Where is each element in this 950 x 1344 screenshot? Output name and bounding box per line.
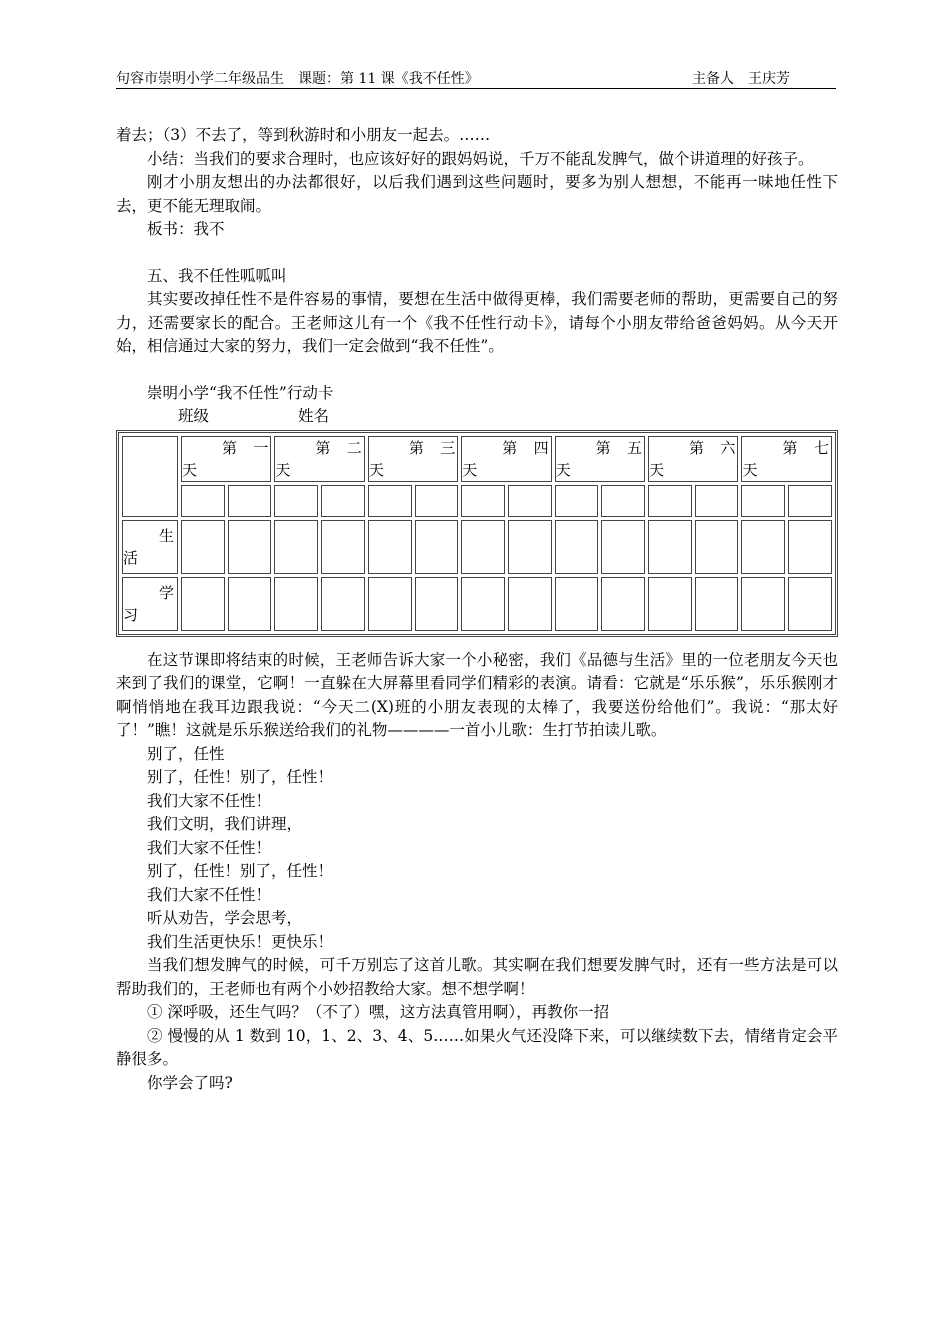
- table-cell: [274, 577, 318, 631]
- class-label: 班级: [178, 407, 210, 425]
- row-label-life: 生 活: [122, 520, 178, 574]
- table-row-life: [122, 520, 832, 574]
- day-header: 第二 天: [274, 436, 364, 482]
- paragraph: 在这节课即将结束的时候，王老师告诉大家一个小秘密，我们《品德与生活》里的一位老朋友今天也来到了我们的课堂，它啊！一直躲在大屏幕里看同学们精彩的表演。请看：它就是“乐乐猴”，乐乐猴刚才啊悄悄地在我耳边跟我说：“今天二(X)班的小朋友表现的太棒了，我要送份给他们”。我说：“那太好了！”瞧！这就是乐乐猴送给我们的礼物————一首小儿歌：生打节拍读儿歌。: [116, 650, 838, 739]
- table-cell: [274, 485, 318, 517]
- table-cell: [181, 485, 225, 517]
- day-header: 第七 天: [741, 436, 832, 482]
- blackboard-note: 板书：我不: [147, 220, 225, 238]
- song-line: 我们生活更快乐！更快乐！: [147, 932, 334, 951]
- table-cell: [321, 485, 365, 517]
- song-line: 我们大家不任性！: [147, 838, 272, 857]
- song-line: 别了，任性！别了，任性！: [147, 768, 334, 786]
- table-cell: [508, 577, 552, 631]
- table-cell: [274, 520, 318, 574]
- table-cell: [555, 485, 599, 517]
- table-cell: [415, 485, 459, 517]
- table-cell: [555, 520, 599, 574]
- table-cell: [741, 577, 785, 631]
- table-cell: [415, 520, 459, 574]
- table-cell: [181, 577, 225, 631]
- table-cell: [695, 577, 739, 631]
- table-cell: [601, 577, 645, 631]
- paragraph: 其实要改掉任性不是件容易的事情，要想在生活中做得更棒，我们需要老师的帮助，更需要自己的努力，还需要家长的配合。王老师这儿有一个《我不任性行动卡》，请每个小朋友带给爸爸妈妈。从今天开始，相信通过大家的努力，我们一定会做到“我不任性”。: [116, 290, 838, 355]
- row-label-study: 学 习: [122, 577, 178, 631]
- table-cell: [461, 485, 505, 517]
- table-cell: [461, 577, 505, 631]
- table-cell: [555, 577, 599, 631]
- table-cell: [321, 577, 365, 631]
- table-cell: [228, 520, 272, 574]
- table-cell: [788, 577, 832, 631]
- song-line: 我们文明，我们讲理，: [147, 815, 303, 833]
- table-cell: [648, 577, 692, 631]
- table-cell: [601, 485, 645, 517]
- action-card-fields: [116, 405, 838, 429]
- table-cell: [741, 520, 785, 574]
- song-line: 别了，任性！别了，任性！: [147, 862, 334, 880]
- day-header: 第六 天: [648, 436, 738, 482]
- table-cell: [415, 577, 459, 631]
- document-body: [116, 124, 838, 1095]
- name-label: 姓名: [298, 407, 330, 425]
- table-cell: [648, 520, 692, 574]
- paragraph-summary: 小结：当我们的要求合理时，也应该好好的跟妈妈说，千万不能乱发脾气，做个讲道理的好孩子。: [147, 149, 814, 168]
- table-cell: [695, 520, 739, 574]
- closing-question: 你学会了吗?: [147, 1073, 233, 1092]
- table-cell: [695, 485, 739, 517]
- tip-two: ② 慢慢的从 1 数到 10，1、2、3、4、5……如果火气还没降下来，可以继续数下去，情绪肯定会平静很多。: [116, 1026, 838, 1068]
- table-cell: [368, 485, 412, 517]
- paragraph: 刚才小朋友想出的办法都很好，以后我们遇到这些问题时，要多为别人想想，不能再一味地任性下去，更不能无理取闹。: [116, 173, 838, 215]
- table-cell: [788, 485, 832, 517]
- day-header: 第一 天: [181, 436, 271, 482]
- tip-one: ① 深呼吸，还生气吗？（不了）嘿，这方法真管用啊），再教你一招: [147, 1003, 610, 1021]
- table-cell: [741, 485, 785, 517]
- table-cell: [368, 520, 412, 574]
- table-cell: [321, 520, 365, 574]
- header-course-title: 句容市崇明小学二年级品生 课题：第 11 课《我不任性》: [116, 71, 479, 87]
- page-header: [116, 68, 836, 89]
- song-line: 我们大家不任性！: [147, 791, 272, 810]
- spacer: [116, 242, 838, 265]
- header-author: 主备人 王庆芳: [692, 71, 790, 87]
- table-cell: [181, 520, 225, 574]
- section-heading: 五、我不任性呱呱叫: [147, 266, 287, 285]
- action-card-title: 崇明小学“我不任性”行动卡: [147, 383, 334, 402]
- song-line: 我们大家不任性！: [147, 885, 272, 904]
- song-line: 听从劝告，学会思考，: [147, 909, 303, 927]
- table-row-days: [122, 436, 832, 482]
- table-cell: [788, 520, 832, 574]
- table-cell: [461, 520, 505, 574]
- day-header: 第三 天: [368, 436, 458, 482]
- table-cell: [368, 577, 412, 631]
- table-cell: [228, 577, 272, 631]
- table-row-subheaders: [122, 485, 832, 517]
- table-cell: [508, 520, 552, 574]
- table-cell: [601, 520, 645, 574]
- table-cell: [648, 485, 692, 517]
- table-cell: [228, 485, 272, 517]
- paragraph: 着去；（3）不去了，等到秋游时和小朋友一起去。……: [116, 126, 491, 144]
- day-header: 第四 天: [461, 436, 551, 482]
- action-card-table: [116, 430, 838, 637]
- table-corner-cell: [122, 436, 178, 517]
- table-row-study: [122, 577, 832, 631]
- paragraph: 当我们想发脾气的时候，可千万别忘了这首儿歌。其实啊在我们想要发脾气时，还有一些方法是可以帮助我们的，王老师也有两个小妙招教给大家。想不想学啊！: [116, 956, 838, 998]
- spacer: [116, 359, 838, 382]
- song-line: 别了，任性: [147, 744, 225, 763]
- table-cell: [508, 485, 552, 517]
- day-header: 第五 天: [555, 436, 645, 482]
